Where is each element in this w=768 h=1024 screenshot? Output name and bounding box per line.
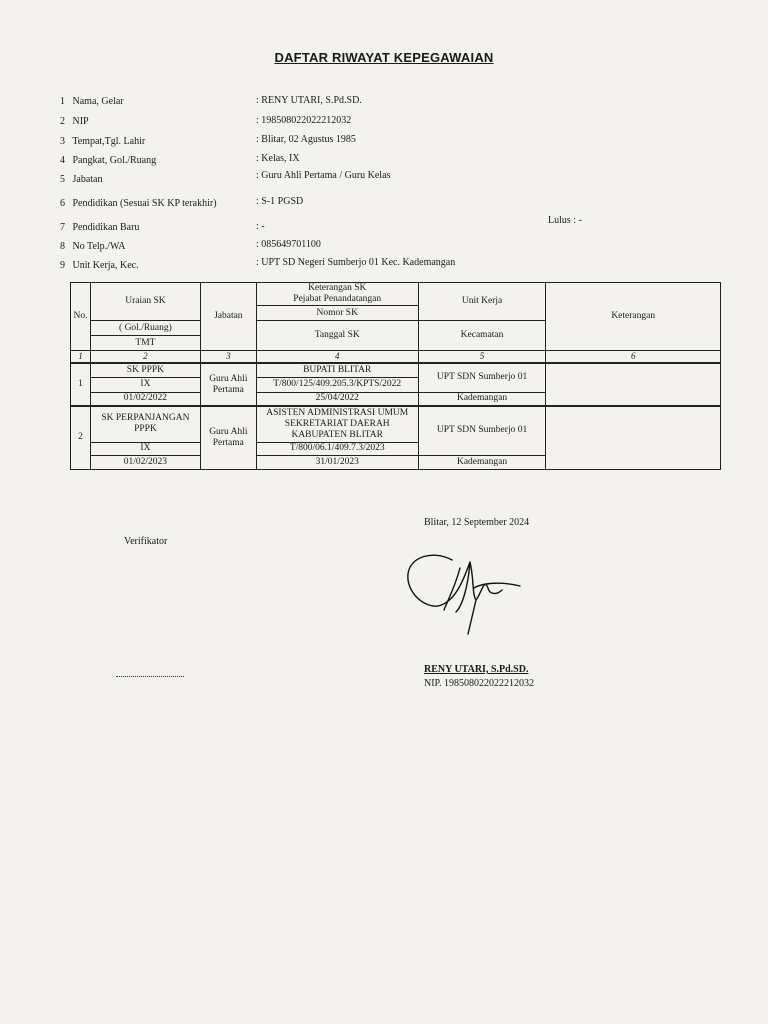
place-date: Blitar, 12 September 2024 [424,517,530,528]
row-2-no: 2 [71,406,91,469]
field-label-nip: 2 NIP [60,116,89,127]
index-cell: 5 [418,351,546,364]
signer-name: RENY UTARI, S.Pd.SD. [424,664,529,675]
verifikator-signature-line [116,670,184,677]
row-2-jabatan: Guru Ahli Pertama [200,406,256,469]
field-label-nama: 1 Nama, Gelar [60,96,124,107]
field-value-nip: : 198508022022212032 [256,115,352,126]
header-uraian: Uraian SK [90,283,200,321]
field-value-jabatan: : Guru Ahli Pertama / Guru Kelas [256,170,391,181]
signature-image [404,548,524,640]
header-keterangan: Keterangan [546,283,721,351]
index-cell: 1 [71,351,91,364]
page-title: DAFTAR RIWAYAT KEPEGAWAIAN [274,50,494,65]
field-value-pendidikan-baru: : - [256,221,265,232]
field-label-telp: 8 No Telp./WA [60,241,126,252]
index-cell: 4 [256,351,418,364]
header-tanggal-sk: Tanggal SK [256,321,418,351]
header-keterangan-sk: Keterangan SK Pejabat Penandatangan [256,283,418,306]
row-2-pejabat: ASISTEN ADMINISTRASI UMUM SEKRETARIAT DAERAH KABUPATEN BLITAR [256,406,418,442]
row-1-nomor: T/800/125/409.205.3/KPTS/2022 [256,377,418,392]
row-2-tmt: 01/02/2023 [90,455,200,469]
header-jabatan: Jabatan [200,283,256,351]
row-1-gol: IX [90,377,200,392]
row-1-tanggal: 25/04/2022 [256,392,418,406]
field-value-unit-kerja: : UPT SD Negeri Sumberjo 01 Kec. Kademangan [256,257,456,268]
row-2-keterangan [546,406,721,469]
field-label-pendidikan-baru: 7 Pendidikan Baru [60,222,140,233]
verifikator-label: Verifikator [124,536,168,547]
row-1-uraian: SK PPPK [90,363,200,377]
field-value-tempat-lahir: : Blitar, 02 Agustus 1985 [256,134,356,145]
row-1-kecamatan: Kademangan [418,392,546,406]
row-2-gol: IX [90,442,200,455]
field-value-telp: : 085649701100 [256,239,321,250]
field-label-jabatan: 5 Jabatan [60,174,103,185]
field-value-pendidikan: : S-1 PGSD [256,196,304,207]
header-nomor-sk: Nomor SK [256,306,418,321]
header-tmt: TMT [90,336,200,351]
header-gol-ruang: ( Gol./Ruang) [90,321,200,336]
header-no: No. [71,283,91,351]
field-value-pangkat: : Kelas, IX [256,153,300,164]
field-label-pendidikan: 6 Pendidikan (Sesuai SK KP terakhir) [60,198,217,209]
index-cell: 6 [546,351,721,364]
row-2-tanggal: 31/01/2023 [256,455,418,469]
row-2-unit: UPT SDN Sumberjo 01 [418,406,546,455]
row-1-unit: UPT SDN Sumberjo 01 [418,363,546,392]
header-unit-kerja: Unit Kerja [418,283,546,321]
signer-nip: NIP. 198508022022212032 [424,678,535,689]
field-label-pangkat: 4 Pangkat, Gol./Ruang [60,155,157,166]
row-2-nomor: T/800/06.1/409.7.3/2023 [256,442,418,455]
row-1-tmt: 01/02/2022 [90,392,200,406]
row-2-kecamatan: Kademangan [418,455,546,469]
index-cell: 2 [90,351,200,364]
header-kecamatan: Kecamatan [418,321,546,351]
index-cell: 3 [200,351,256,364]
row-1-no: 1 [71,363,91,406]
row-1-keterangan [546,363,721,406]
history-table [70,282,721,470]
field-value-nama: : RENY UTARI, S.Pd.SD. [256,95,362,106]
row-2-uraian: SK PERPANJANGAN PPPK [90,406,200,442]
field-label-unit-kerja: 9 Unit Kerja, Kec. [60,260,139,271]
field-label-tempat-lahir: 3 Tempat,Tgl. Lahir [60,136,146,147]
lulus-label: Lulus : - [548,215,582,226]
row-1-pejabat: BUPATI BLITAR [256,363,418,377]
row-1-jabatan: Guru Ahli Pertama [200,363,256,406]
